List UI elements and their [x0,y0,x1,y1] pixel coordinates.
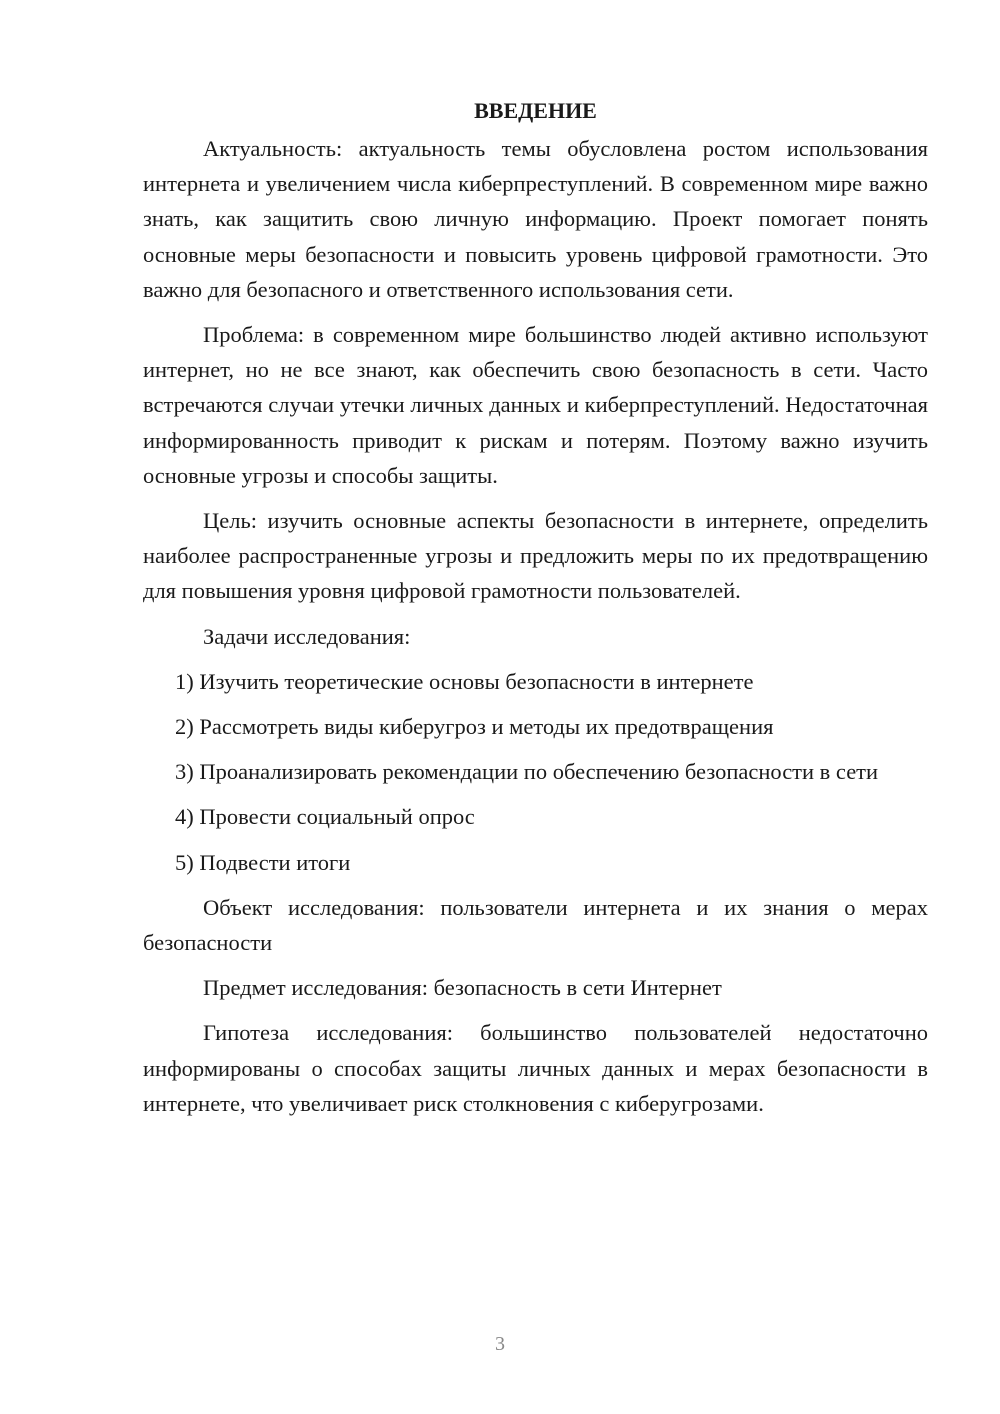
task-item-1: 1) Изучить теоретические основы безопасности в интернете [175,668,754,694]
task-item-4: 4) Провести социальный опрос [175,804,475,830]
task-item-2: 2) Рассмотреть виды киберугроз и методы их предотвращения [175,714,774,740]
section-heading: ВВЕДЕНИЕ [474,98,597,123]
tasks-heading: Задачи исследования: [203,623,411,649]
hypothesis-paragraph: Гипотеза исследования: большинство пользователей недостаточно информированы о способах защиты личных данных и мерах безопасности в интернете, что увеличивает риск столкновения с киберугрозами. [143,1020,928,1116]
goal-paragraph: Цель: изучить основные аспекты безопасности в интернете, определить наиболее распространенные угрозы и предложить меры по их предотвращению для повышения уровня цифровой грамотности пользователей. [143,508,928,604]
problem-paragraph: Проблема: в современном мире большинство людей активно используют интернет, но не все знают, как обеспечить свою безопасность в сети. Часто встречаются случаи утечки личных данных и киберпреступлений. Недостаточная информированность приводит к рискам и потерям. Поэтому важно изучить основные угрозы и способы защиты. [143,322,928,488]
page-content [143,93,928,1121]
relevance-paragraph: Актуальность: актуальность темы обусловлена ростом использования интернета и увеличением числа киберпреступлений. В современном мире важно знать, как защитить свою личную информацию. Проект помогает понять основные меры безопасности и повысить уровень цифровой грамотности. Это важно для безопасного и ответственного использования сети. [143,136,928,302]
task-item-3: 3) Проанализировать рекомендации по обеспечению безопасности в сети [175,759,879,785]
subject-paragraph: Предмет исследования: безопасность в сети Интернет [203,975,722,1001]
task-item-5: 5) Подвести итоги [175,849,351,875]
page-number: 3 [495,1333,505,1355]
object-paragraph: Объект исследования: пользователи интернета и их знания о мерах безопасности [143,894,928,956]
